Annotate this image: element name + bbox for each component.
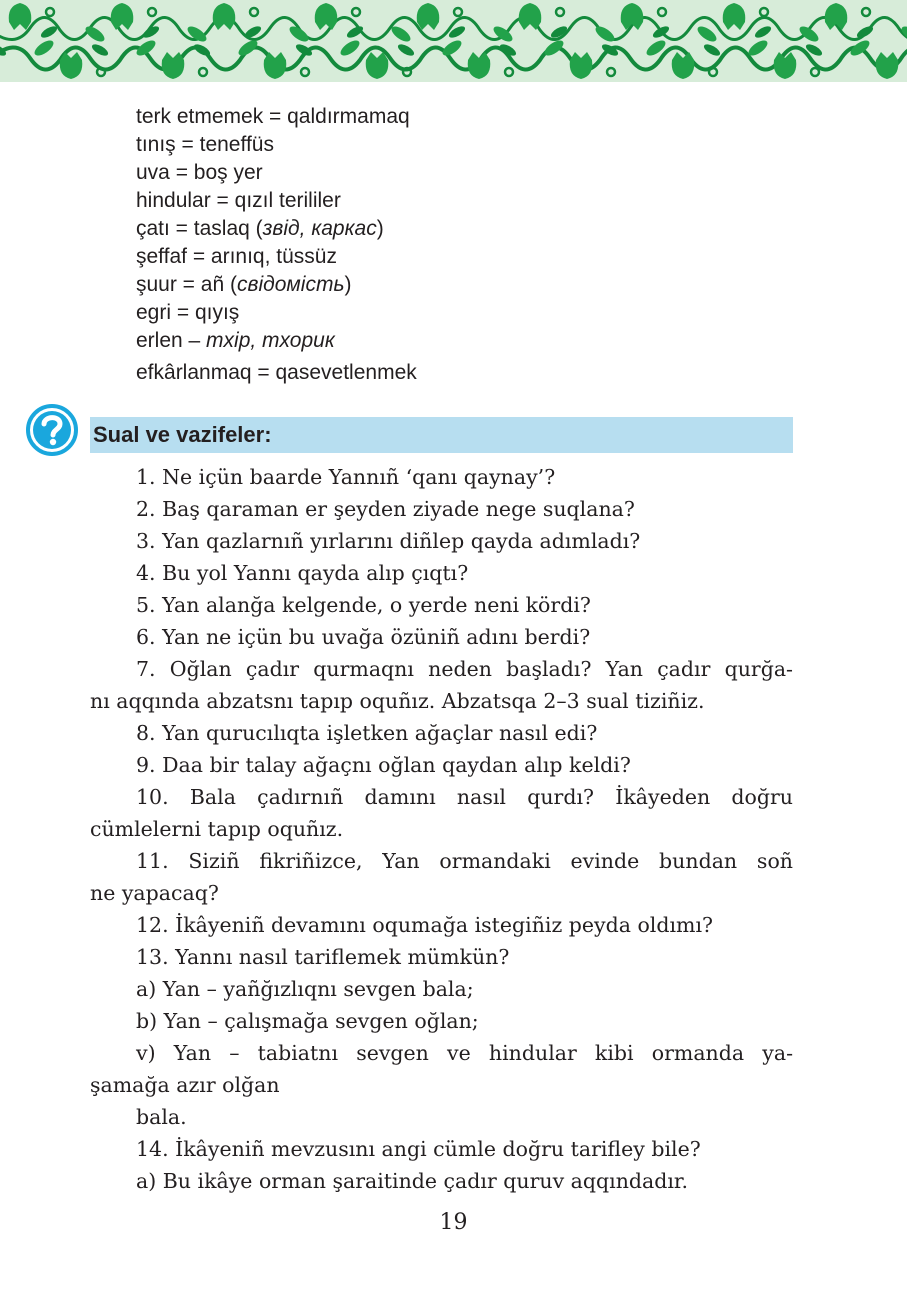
question-line: 7. Oğlan çadır qurmaqnı neden başladı? Yan çadır qurğa- (136, 657, 793, 681)
question-line: 3. Yan qazlarnıñ yırlarını diñlep qayda adımladı? (136, 529, 641, 553)
page-number: 19 (439, 1210, 468, 1235)
question-line: cümlelerni tapıp oquñız. (90, 817, 344, 841)
glossary-item: uva = boş yer (136, 161, 263, 184)
glossary-translation: свідомість (236, 273, 345, 296)
answer-option: şamağa azır olğan (90, 1073, 280, 1097)
section-header (90, 417, 793, 453)
glossary-item: terk etmemek = qaldırmamaq (136, 105, 410, 128)
decorative-banner (0, 0, 907, 82)
glossary-item: şeffaf = arınıq, tüssüz (136, 245, 337, 268)
question-line: 13. Yannı nasıl tariflemek mümkün? (136, 945, 510, 969)
tulip-leaf-ornament-icon (0, 0, 907, 82)
glossary-item: çatı = taslaq (звід, каркас) (136, 217, 384, 240)
glossary-item: hindular = qızıl terililer (136, 189, 341, 212)
glossary-list (136, 103, 776, 387)
question-line: 2. Baş qaraman er şeyden ziyade nege suqlana? (136, 497, 635, 521)
glossary-item: erlen – тхір, тхорик (136, 329, 335, 352)
answer-option: a) Bu ikâye orman şaraitinde çadır quruv aqqındadır. (136, 1169, 688, 1193)
question-mark-icon (24, 402, 80, 458)
question-line: 11. Siziñ fikriñizce, Yan ormandaki evinde bundan soñ (136, 849, 793, 873)
question-line: 8. Yan qurucılıqta işletken ağaçlar nasıl edi? (136, 721, 598, 745)
glossary-item: şuur = añ (свідомість) (136, 273, 352, 296)
question-line: nı aqqında abzatsnı tapıp oquñız. Abzatsqa 2–3 sual tiziñiz. (90, 689, 705, 713)
question-line: 9. Daa bir talay ağaçnı oğlan qaydan alıp keldi? (136, 753, 631, 777)
answer-option: bala. (136, 1105, 187, 1129)
question-line: 5. Yan alanğa kelgende, o yerde neni kördi? (136, 593, 591, 617)
glossary-translation: звід, каркас (262, 217, 377, 240)
answer-option: v) Yan – tabiatnı sevgen ve hindular kibi ormanda ya- (136, 1041, 793, 1065)
section-title: Sual ve vazifeler: (93, 422, 272, 447)
glossary-translation: тхір, тхорик (206, 329, 335, 352)
glossary-item: efkârlanmaq = qasevetlenmek (136, 361, 417, 384)
question-line: 12. İkâyeniñ devamını oqumağa istegiñiz peyda oldımı? (136, 913, 714, 937)
glossary-item: egri = qıyış (136, 301, 240, 324)
question-line: 6. Yan ne içün bu uvağa özüniñ adını berdi? (136, 625, 591, 649)
glossary-item: tınış = teneffüs (136, 133, 274, 156)
question-line: 4. Bu yol Yannı qayda alıp çıqtı? (136, 561, 469, 585)
question-line: 10. Bala çadırnıñ damını nasıl qurdı? İkâyeden doğru (136, 785, 793, 809)
answer-option: b) Yan – çalışmağa sevgen oğlan; (136, 1009, 479, 1033)
question-line: 14. İkâyeniñ mevzusını angi cümle doğru tarifley bile? (136, 1137, 701, 1161)
questions-list (90, 461, 793, 1197)
question-line: ne yapacaq? (90, 881, 219, 905)
question-line: 1. Ne içün baarde Yannıñ ‘qanı qaynay’? (136, 465, 556, 489)
answer-option: a) Yan – yañğızlıqnı sevgen bala; (136, 977, 474, 1001)
